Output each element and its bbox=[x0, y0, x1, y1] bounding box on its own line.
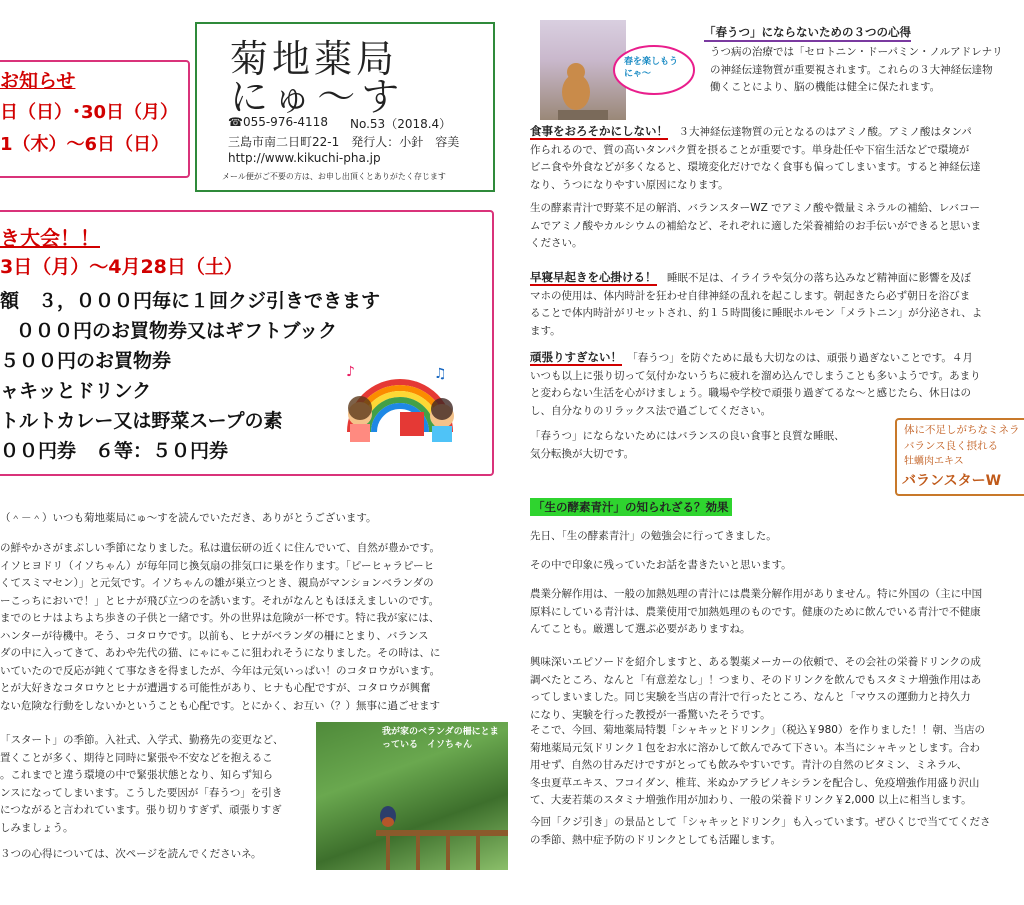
masthead-address: 三島市南二日町22-1 発行人：小針 容美 bbox=[228, 135, 460, 149]
notice-date-1: 日（日）･30日（月） bbox=[0, 102, 179, 123]
svg-text:♫: ♫ bbox=[434, 366, 447, 382]
photo-caption: 我が家のベランダの柵にとまっている イソちゃん bbox=[382, 727, 499, 750]
lottery-line-2: ０００円のお買物券又はギフトブック bbox=[16, 320, 338, 342]
aojiru-line-2: その中で印象に残っていたお話を書きたいと思います。 bbox=[530, 559, 792, 571]
left-paragraph-3: ３つの心得については、次ページを読んでくださいネ。 bbox=[0, 848, 262, 860]
sleep-section: 早寝早起きを心掛ける！ 睡眠不足は、イライラや気分の落ち込みなど精神面に影響を及ぼ マホの使用は、体内時計を狂わせ自律神経の乱れを起こします。朝起きたら必ず朝日を浴びま ることで体内時計がリセットされ、約１５時間後に睡眠ホルモン「メラトニン」が分泌され、よ ます。 bbox=[530, 270, 983, 337]
masthead-phone: ☎055-976-4118 bbox=[228, 115, 328, 129]
lottery-line-6: ００円券 ６等：５０円券 bbox=[0, 440, 229, 462]
masthead-mail-note: メール便がご不要の方は、お申し出頂くとありがたく存じます bbox=[222, 172, 446, 181]
spring-intro: うつ病の治療では「セロトニン・ドーパミン・ノルアドレナリ の神経伝達物質が重要視されます。これらの３大神経伝達物 働くことにより、脳の機能は健全に保たれます。 bbox=[710, 46, 1003, 93]
meal-supplement-text: 生の酵素青汁で野菜不足の解消、バランスターWZ でアミノ酸や微量ミネラルの補給、レバコー ムでアミノ酸やカルシウムの補給など、それぞれに適した栄養補給のお手伝いができると思いま ください。 bbox=[530, 202, 982, 249]
lottery-line-3: ５００円のお買物券 bbox=[0, 350, 172, 372]
aojiru-line-1: 先日、「生の酵素青汁」の勉強会に行ってきました。 bbox=[530, 530, 777, 542]
lottery-line-4: ャキッとドリンク bbox=[0, 380, 152, 402]
product-text: 体に不足しがちなミネラ バランス良く摂れる 牡蠣肉エキス bbox=[904, 424, 1020, 467]
left-paragraph-2: 「スタート」の季節。入社式、入学式、勤務先の変更など、 置くことが多く、期待と同時に緊張や不安などを抱えるこ 。これまでと違う環境の中で緊張状態となり、知らず知ら ンスになってしまいます。こうした要因が「春うつ」を引き につながると言われています。張り切りすぎず、頑張りすぎ しみましょう。 bbox=[0, 734, 284, 834]
lottery-period: 3日（月）～4月28日（土） bbox=[0, 256, 243, 278]
masthead-subtitle: にゅ～す bbox=[230, 75, 406, 119]
effort-section: 頑張りすぎない！ 「春うつ」を防ぐために最も大切なのは、頑張り過ぎないことです。４月 いつも以上に張り切って気付かないうちに疲れを溜め込んでしまうことも多いようです。あまり と変わらない生活を心がけましょう。職場や学校で頑張り過ぎてるな～と感じたら、休日はの し、自分なりのリラックス法で過ごしてください。 bbox=[530, 350, 981, 417]
greeting-text: （＾－＾）いつも菊地薬局にゅ～すを読んでいただき、ありがとうございます。 bbox=[0, 512, 377, 524]
meal-section: 食事をおろそかにしない！ ３大神経伝達物質の元となるのはアミノ酸。アミノ酸はタンパ 作られるので、質の高いタンパク質を摂ることが重要です。単身赴任や下宿生活などで環境が ビニ食や外食などが多くなると、環境変化だけでなく食事も偏ってしまいます。すると神経伝達 なり、うつになりやすい原因になります。 bbox=[530, 124, 981, 191]
effort-heading: 頑張りすぎない！ bbox=[530, 350, 622, 364]
aojiru-paragraph-1: 農業分解作用は、一般の加熱処理の青汁には農業分解作用がありません。特に外国の（主に中国 原料にしている青汁は、農業使用で加熱処理のものです。健康のために飲んでいる青汁で不健康 んてことも。厳選して選ぶ必要がありますね。 bbox=[530, 588, 983, 635]
meal-heading: 食事をおろそかにしない！ bbox=[530, 124, 668, 138]
bird-photo bbox=[316, 722, 508, 870]
aojiru-paragraph-3: そこで、今回、菊地薬局特製「シャキッとドリンク」（税込￥980）を作りました！！朝、当店の 菊地薬局元気ドリンク１包をお水に溶かして飲んでみて下さい。本当にシャキッとします。合わ 用せず、自然の甘みだけですがとっても飲みやすいです。青汁の自然のビタミン、ミネラル、 冬虫夏草エキス、フコイダン、椎茸、米ぬかアラビノキシランを配合し、免疫増強作用盛り沢山 て、大麦若葉のスタミナ増強作用が加わり、一般の栄養ドリンク￥2,000 以上に相当します。 bbox=[530, 724, 985, 806]
masthead-issue: No.53（2018.4） bbox=[350, 117, 452, 131]
sleep-heading: 早寝早起きを心掛ける！ bbox=[530, 270, 657, 284]
lottery-line-5: トルトカレー又は野菜スープの素 bbox=[0, 410, 283, 432]
spring-tips-title: 「春うつ」にならないための３つの心得 bbox=[704, 24, 911, 42]
product-name: バランスターW bbox=[902, 473, 1002, 489]
left-paragraph-1: の鮮やかさがまぶしい季節になりました。私は遺伝研の近くに住んでいて、自然が豊かです。 イソヒヨドリ（イソちゃん）が毎年同じ換気扇の排気口に巣を作ります。「ピーヒャラピーヒ くてスミマセン）」と元気です。イソちゃんの雛が巣立つとき、親鳥がマンションベランダの ーこっちにおいで！」とヒナが飛び立つのを誘います。それがなんともほほえましいのです。 までのヒナはよちよち歩きの子供と一緒です。外の世界は危険が一杯です。特に我が家には、 ハンターが待機中。そう、コタロウです。以前も、ヒナがベランダの柵にとまり、バランス ダの中に入ってきて、あわや先代の猫、にゃにゃこに狙われそうになりました。その時は、に いていたので反応が鈍くて事なきを得ましたが、今年は元気いっぱい！のコタロウがいます。 とが大好きなコタロウとヒナが遭遇する可能性があり、ヒナも心配ですが、コタロウが興奮 ない危険な行動をしないかということも心配です。とにかく、お互い（？）無事に過ごせます bbox=[0, 542, 441, 712]
aojiru-heading: 「生の酵素青汁」の知られざる？効果 bbox=[530, 498, 732, 516]
aojiru-paragraph-2: 興味深いエピソードを紹介しますと、ある製薬メーカーの依頼で、その会社の栄養ドリンクの成 調べたところ、なんと「有意差なし」！つまり、そのドリンクを飲んでもスタミナ増強作用はあ ってしまいました。同じ実験を当店の青汁で行ったところ、なんと「マウスの運動力と持久力 になり、実験を行った教授が一番驚いたそうです。 bbox=[530, 656, 982, 721]
kids-rainbow-illustration bbox=[338, 362, 462, 444]
notice-title: お知らせ bbox=[0, 70, 76, 92]
notice-date-2: 1（木）～6日（日） bbox=[0, 134, 170, 155]
masthead-title: 菊地薬局 bbox=[230, 37, 399, 81]
speech-bubble-text: 春を楽しもう にゃ～ bbox=[624, 57, 679, 79]
svg-text:♪: ♪ bbox=[346, 364, 355, 380]
lottery-title: き大会！！ bbox=[0, 226, 100, 250]
lottery-line-1: 額 ３，０００円毎に１回クジ引きできます bbox=[0, 290, 381, 312]
balance-text: 「春うつ」にならないためにはバランスの良い食事と良質な睡眠、 気分転換が大切です。 bbox=[530, 430, 845, 460]
masthead-url: http://www.kikuchi-pha.jp bbox=[228, 151, 381, 165]
aojiru-paragraph-4: 今回「クジ引き」の景品として「シャキッとドリンク」も入っています。ぜひくじで当ててくださ の季節、熱中症予防のドリンクとしても活躍します。 bbox=[530, 816, 991, 846]
